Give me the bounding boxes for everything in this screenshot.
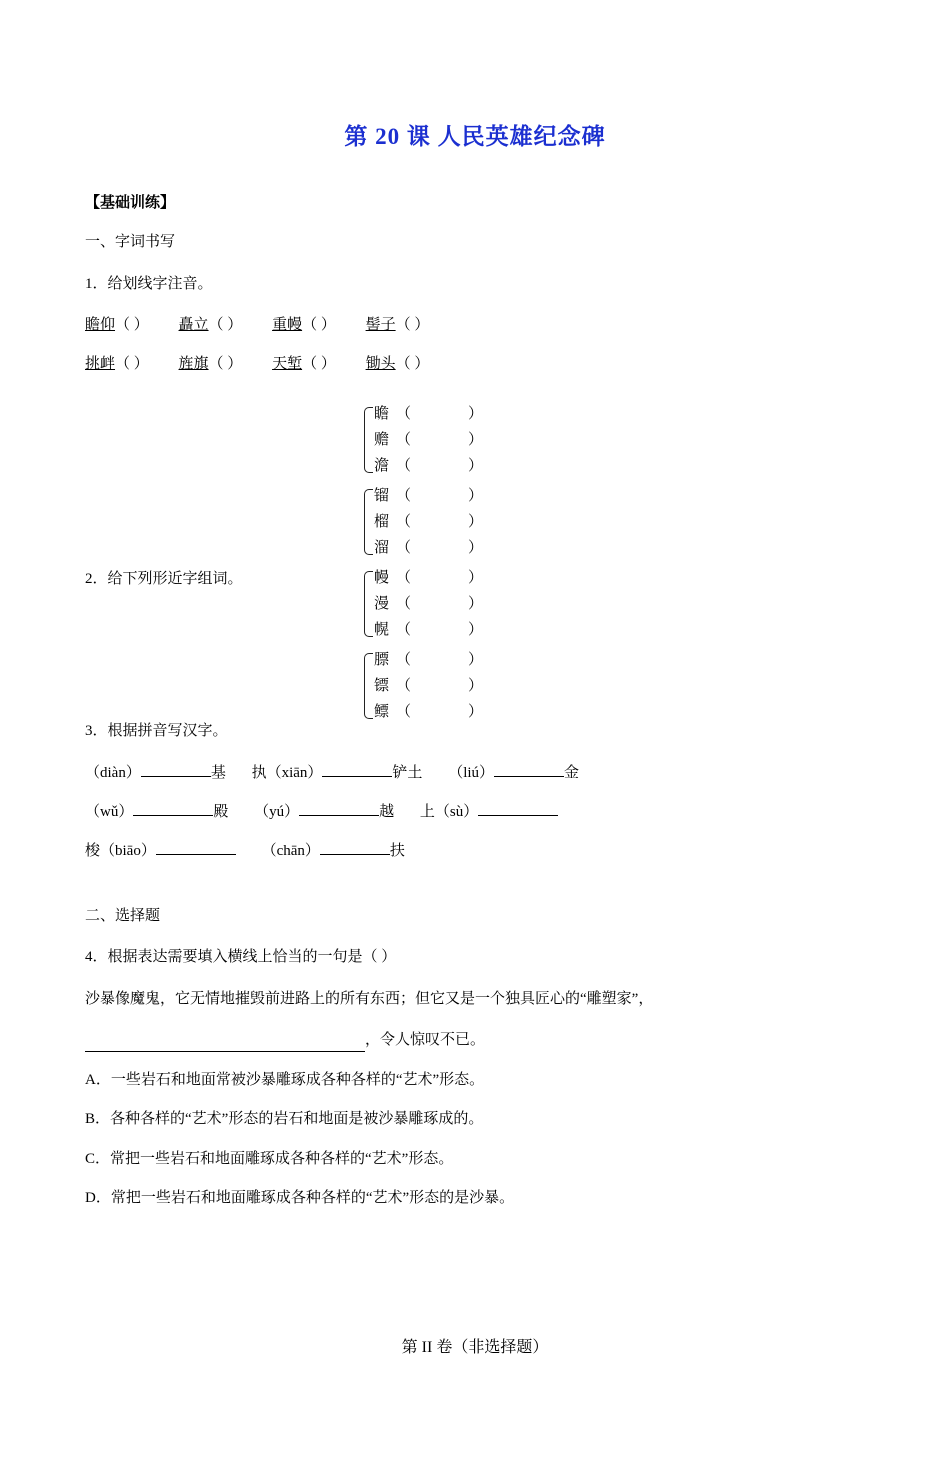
- question-4-prompt: 4．根据表达需要填入横线上恰当的一句是（ ）: [85, 949, 397, 965]
- q3-cell: [252, 761, 423, 782]
- q1-item: [272, 314, 336, 337]
- q1-item: [366, 314, 430, 337]
- question-4-passage-line-2: [85, 1029, 865, 1052]
- character: 澹: [374, 458, 390, 474]
- character-row: [374, 565, 483, 591]
- answer-blank[interactable]: [299, 815, 379, 816]
- question-1-row-2: [85, 353, 865, 376]
- q1-paren: （ ）: [395, 317, 430, 333]
- paren-open: （: [396, 406, 412, 422]
- question-3-row: [85, 761, 865, 782]
- q3-post: 殿: [213, 803, 229, 820]
- paren-close: ）: [468, 514, 484, 530]
- question-2-groups: [360, 401, 483, 729]
- q1-item: [366, 353, 430, 376]
- answer-blank[interactable]: [133, 815, 213, 816]
- character: 溜: [374, 540, 390, 556]
- q1-word: 挑衅: [85, 355, 116, 372]
- q1-word: 锄头: [365, 355, 396, 372]
- q3-pre: （liú）: [448, 764, 495, 781]
- document-page: [0, 118, 950, 1462]
- character: 幔: [374, 570, 390, 586]
- section-footer: 第 II 卷（非选择题）: [401, 1339, 549, 1356]
- character-group: [360, 401, 483, 479]
- q3-pre: （yú）: [254, 803, 300, 820]
- paren-open: （: [396, 678, 412, 694]
- q3-pre: 执（xiān）: [251, 764, 323, 781]
- q3-cell: [262, 839, 405, 860]
- q1-paren: （ ）: [208, 355, 243, 372]
- question-3-block: [85, 720, 865, 860]
- q1-paren: （ ）: [115, 355, 149, 372]
- q1-item: [179, 353, 243, 376]
- answer-blank[interactable]: [322, 776, 392, 777]
- character: 膘: [374, 652, 390, 668]
- option-c[interactable]: C．常把一些岩石和地面雕琢成各种各样的“艺术”形态。: [85, 1150, 454, 1167]
- character-group: [360, 565, 483, 643]
- character: 幌: [374, 622, 390, 638]
- answer-blank[interactable]: [494, 776, 564, 777]
- paren-open: （: [396, 570, 412, 586]
- q1-word: 瞻仰: [85, 317, 116, 333]
- character-row: [374, 699, 483, 725]
- part-one-heading: 一、字词书写: [85, 234, 176, 250]
- character: 榴: [374, 514, 390, 530]
- q1-word: 矗立: [178, 317, 209, 333]
- q3-pre: 梭（biāo）: [85, 842, 156, 859]
- q3-cell: [254, 800, 394, 821]
- question-2-prompt: 2．给下列形近字组词。: [85, 571, 243, 587]
- answer-blank[interactable]: [85, 1034, 365, 1052]
- character: 漫: [374, 596, 390, 612]
- q3-post: 基: [210, 764, 226, 781]
- paren-close: ）: [468, 678, 484, 694]
- character-row: [374, 483, 483, 509]
- paren-open: （: [396, 432, 412, 448]
- q3-pre: 上（sù）: [419, 803, 479, 820]
- character-group: [360, 647, 483, 725]
- answer-blank[interactable]: [478, 815, 558, 816]
- character-row: [374, 617, 483, 643]
- q3-pre: （chān）: [261, 842, 320, 859]
- q1-item: [272, 353, 336, 376]
- character-row: [374, 535, 483, 561]
- q1-item: [85, 353, 149, 376]
- paren-close: ）: [468, 622, 484, 638]
- q3-cell: [85, 761, 226, 782]
- character-row: [374, 509, 483, 535]
- q1-paren: （ ）: [395, 355, 430, 372]
- paren-close: ）: [468, 652, 484, 668]
- q1-item: [179, 314, 243, 337]
- question-1-prompt: 1．给划线字注音。: [85, 275, 213, 292]
- q1-item: [85, 314, 149, 337]
- q3-post: 铲土: [392, 764, 423, 781]
- question-4-options: [85, 1069, 865, 1210]
- paren-close: ）: [468, 570, 484, 586]
- option-d[interactable]: D．常把一些岩石和地面雕琢成各种各样的“艺术”形态的是沙暴。: [85, 1190, 515, 1206]
- paren-open: （: [396, 458, 412, 474]
- question-3-row: [85, 839, 865, 860]
- paren-close: ）: [468, 596, 484, 612]
- paren-close: ）: [468, 704, 484, 720]
- character: 镏: [374, 488, 390, 504]
- character-row: [374, 591, 483, 617]
- character: 鳔: [374, 704, 390, 720]
- answer-blank[interactable]: [141, 776, 211, 777]
- q1-word: 旌旗: [178, 355, 209, 372]
- character-row: [374, 401, 483, 427]
- character-row: [374, 427, 483, 453]
- q1-paren: （ ）: [208, 317, 243, 333]
- paren-close: ）: [468, 406, 484, 422]
- section-heading-basic-training: 【基础训练】: [85, 195, 176, 211]
- paren-open: （: [396, 488, 412, 504]
- q3-pre: （wǔ）: [85, 803, 134, 820]
- paren-close: ）: [468, 540, 484, 556]
- paren-open: （: [396, 514, 412, 530]
- passage-tail: ，令人惊叹不已。: [365, 1032, 486, 1048]
- option-b[interactable]: B．各种各样的“艺术”形态的岩石和地面是被沙暴雕琢成的。: [85, 1111, 484, 1127]
- q3-cell: [448, 761, 579, 782]
- paren-open: （: [396, 540, 412, 556]
- q1-word: 天堑: [272, 355, 303, 372]
- answer-blank[interactable]: [156, 854, 236, 855]
- option-a[interactable]: A．一些岩石和地面常被沙暴雕琢成各种各样的“艺术”形态。: [85, 1071, 485, 1088]
- q3-cell: [420, 800, 558, 821]
- paren-open: （: [396, 704, 412, 720]
- question-3-row: [85, 800, 865, 821]
- q3-post: 越: [379, 803, 395, 820]
- q3-post: 扶: [389, 842, 405, 859]
- character-group: [360, 483, 483, 561]
- q1-paren: （ ）: [302, 317, 336, 333]
- answer-blank[interactable]: [320, 854, 390, 855]
- character-row: [374, 453, 483, 479]
- q3-pre: （diàn）: [85, 764, 141, 781]
- q3-post: 金: [564, 764, 580, 781]
- q3-cell: [85, 839, 236, 860]
- question-3-prompt: 3．根据拼音写汉字。: [85, 723, 228, 739]
- q1-paren: （ ）: [115, 317, 149, 333]
- paren-open: （: [396, 622, 412, 638]
- paren-open: （: [396, 652, 412, 668]
- part-two-heading: 二、选择题: [85, 907, 161, 924]
- character: 赡: [374, 432, 390, 448]
- question-2-block: [85, 401, 865, 720]
- q3-cell: [85, 800, 228, 821]
- character: 镖: [374, 678, 390, 694]
- question-4-passage-line-1: 沙暴像魔鬼，它无情地摧毁前进路上的所有东西；但它又是一个独具匠心的“雕塑家”，: [85, 990, 654, 1007]
- q1-paren: （ ）: [302, 355, 336, 372]
- q1-word: 重幔: [272, 317, 303, 333]
- question-1-row-1: [85, 314, 865, 337]
- character-row: [374, 647, 483, 673]
- q1-word: 髻子: [365, 317, 396, 333]
- paren-close: ）: [468, 458, 484, 474]
- paren-close: ）: [468, 432, 484, 448]
- paren-open: （: [396, 596, 412, 612]
- paren-close: ）: [468, 488, 484, 504]
- character-row: [374, 673, 483, 699]
- page-title: 第 20 课 人民英雄纪念碑: [344, 124, 606, 149]
- character: 瞻: [374, 406, 390, 422]
